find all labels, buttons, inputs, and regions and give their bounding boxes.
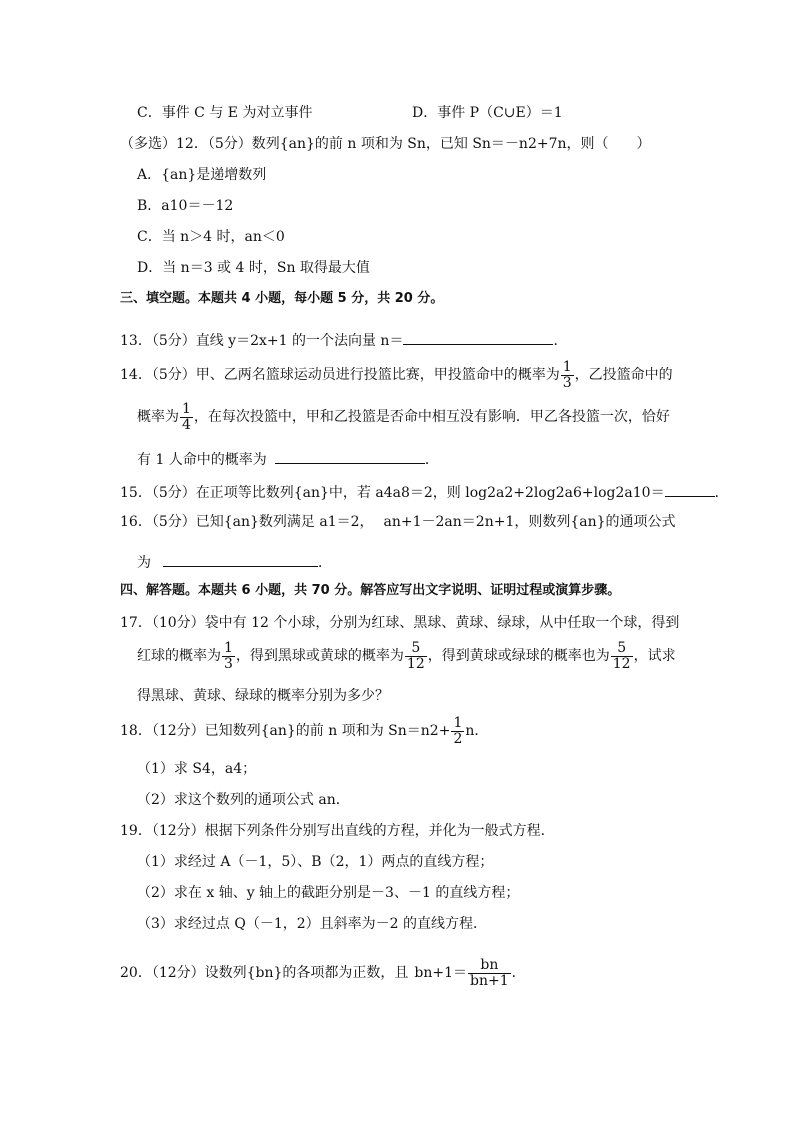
q13-end: ． — [553, 333, 568, 349]
q14-text-1: 14．（5分）甲、乙两名篮球运动员进行投篮比赛，甲投篮命中的概率为 — [120, 367, 560, 384]
q13-stem: 13．（5分）直线 y＝2x+1 的一个法向量 n＝ — [120, 333, 404, 349]
q17-fraction-2-num: 5 — [405, 641, 427, 657]
q19-part-3-text: （3）求经过点 Q（－1，2）且斜率为－2 的直线方程． — [137, 916, 488, 932]
q19-part-1-text: （1）求经过 A（－1，5）、B（2，1）两点的直线方程； — [137, 854, 494, 870]
q17-text-2: 红球的概率为 — [137, 648, 221, 665]
q14-line-1 — [120, 360, 673, 390]
q15-stem: 15．（5分）在正项等比数列{an}中，若 a4a8＝2，则 log2a2+2log2a6+log2a10＝ — [120, 485, 665, 501]
q14-line-3 — [137, 449, 439, 467]
q19-stem-text: 19．（12分）根据下列条件分别写出直线的方程，并化为一般式方程． — [120, 823, 555, 839]
q17-text-4: ，得到黄球或绿球的概率也为 — [427, 648, 610, 665]
q11-option-d — [412, 106, 563, 120]
q12-option-a — [137, 168, 266, 182]
q19-stem — [120, 824, 555, 838]
q16-line-1 — [120, 515, 676, 529]
q19-part-3 — [137, 917, 487, 931]
q18-stem — [120, 716, 488, 746]
q11-option-c — [137, 106, 312, 120]
q11-option-c-text: C．事件 C 与 E 为对立事件 — [137, 105, 313, 121]
section-4-heading: 四、解答题。本题共 6 小题，共 70 分。解答应写出文字说明、证明过程或演算步骤。 — [120, 583, 621, 598]
q18-part-2-text: （2）求这个数列的通项公式 an． — [137, 792, 350, 808]
q16-end: ． — [318, 555, 332, 571]
section-3-heading: 三、填空题。本题共 4 小题，每小题 5 分，共 20 分。 — [120, 291, 444, 306]
q14-fraction-2-num: 1 — [182, 401, 191, 417]
q12-option-b-text: B．a10＝－12 — [137, 198, 234, 214]
q20-stem — [120, 958, 526, 988]
q16-stem-end: ，则数列{an}的通项公式 — [514, 514, 676, 530]
q17-fraction-2-den: 12 — [406, 655, 425, 672]
q11-option-d-text: D．事件 P（C∪E）＝1 — [412, 105, 563, 121]
q14-fraction-1-den: 3 — [562, 374, 572, 391]
q13 — [120, 330, 567, 348]
q17-fraction-1-den: 3 — [224, 655, 233, 672]
q12-stem — [120, 137, 651, 151]
q14-text-3: 概率为 — [137, 409, 179, 426]
q13-answer-blank[interactable] — [403, 330, 553, 345]
q18-part-2 — [137, 793, 350, 807]
q18-stem-text: 18．（12分）已知数列{an}的前 n 项和为 Sn＝n2+ — [120, 723, 451, 740]
q12-option-b — [137, 199, 233, 213]
q17-fraction-3-den: 12 — [612, 655, 631, 672]
q18-part-1-text: （1）求 S4，a4； — [137, 761, 257, 777]
q17-text-3: ，得到黑球或黄球的概率为 — [235, 648, 404, 665]
q19-part-1 — [137, 855, 493, 869]
q12-option-d-text: D．当 n＝3 或 4 时，Sn 取得最大值 — [137, 260, 370, 276]
q20-stem-text: 20．（12分）设数列{bn}的各项都为正数，且 — [120, 965, 409, 982]
q19-part-2 — [137, 886, 519, 900]
q17-fraction-3-num: 5 — [611, 641, 633, 657]
q16-equation: an+1－2an＝2n+1 — [383, 514, 515, 530]
q16-line-2 — [137, 552, 332, 570]
q17-fraction-2 — [405, 641, 427, 671]
q14-text-5: 有 1 人命中的概率为 — [137, 452, 267, 468]
q17-text-6: 得黑球、黄球、绿球的概率分别为多少？ — [137, 688, 389, 704]
q14-fraction-1-num: 1 — [562, 359, 572, 375]
q14-answer-blank[interactable] — [275, 449, 425, 464]
q12-option-d — [137, 261, 370, 275]
q14-end: ． — [424, 452, 439, 468]
q15-end: ． — [714, 485, 729, 501]
q12-option-c-text: C．当 n＞4 时，an＜0 — [137, 229, 285, 245]
q17-line-2 — [137, 641, 676, 671]
q12-stem-text: （多选）12．（5分）数列{an}的前 n 项和为 Sn，已知 Sn＝－n2+7n，则（ ） — [120, 136, 651, 152]
q18-fraction-den: 2 — [453, 730, 463, 747]
q20-fraction — [468, 958, 511, 988]
q14-text-2: ，乙投篮命中的 — [574, 367, 673, 384]
q17-fraction-1 — [222, 641, 235, 671]
q14-fraction-1 — [561, 360, 574, 390]
q20-formula-lhs: bn+1＝ — [414, 965, 468, 982]
q17-text-5: ，试求 — [633, 648, 676, 665]
q14-fraction-2-den: 4 — [182, 416, 191, 433]
q12-option-a-text: A．{an}是递增数列 — [137, 167, 267, 183]
q16-stem: 16．（5分）已知{an}数列满足 a1＝2， — [120, 514, 374, 530]
q16-answer-blank[interactable] — [163, 552, 318, 567]
q20-fraction-num: bn — [468, 958, 511, 974]
q17-fraction-1-num: 1 — [224, 640, 233, 656]
q17-line-1 — [120, 616, 679, 630]
q16-text-2: 为 — [137, 555, 151, 571]
q15-answer-blank[interactable] — [665, 482, 715, 497]
q18-stem-end: n． — [465, 723, 489, 740]
q14-text-4: ，在每次投篮中，甲和乙投篮是否命中相互没有影响．甲乙各投篮一次，恰好 — [193, 409, 670, 426]
q20-fraction-den: bn+1 — [470, 972, 509, 989]
q19-part-2-text: （2）求在 x 轴、y 轴上的截距分别是－3、－1 的直线方程； — [137, 885, 520, 901]
q14-line-2 — [137, 402, 670, 432]
q14-fraction-2 — [180, 402, 193, 432]
q12-option-c — [137, 230, 285, 244]
q17-text-1: 17．（10分）袋中有 12 个小球，分别为红球、黑球、黄球、绿球，从中任取一个球，得到 — [120, 615, 680, 631]
q18-part-1 — [137, 762, 256, 776]
q15 — [120, 482, 729, 500]
q18-fraction — [451, 716, 464, 746]
q17-line-3 — [137, 689, 389, 703]
q20-end: ． — [511, 965, 526, 982]
q18-fraction-num: 1 — [453, 715, 463, 731]
q17-fraction-3 — [611, 641, 633, 671]
